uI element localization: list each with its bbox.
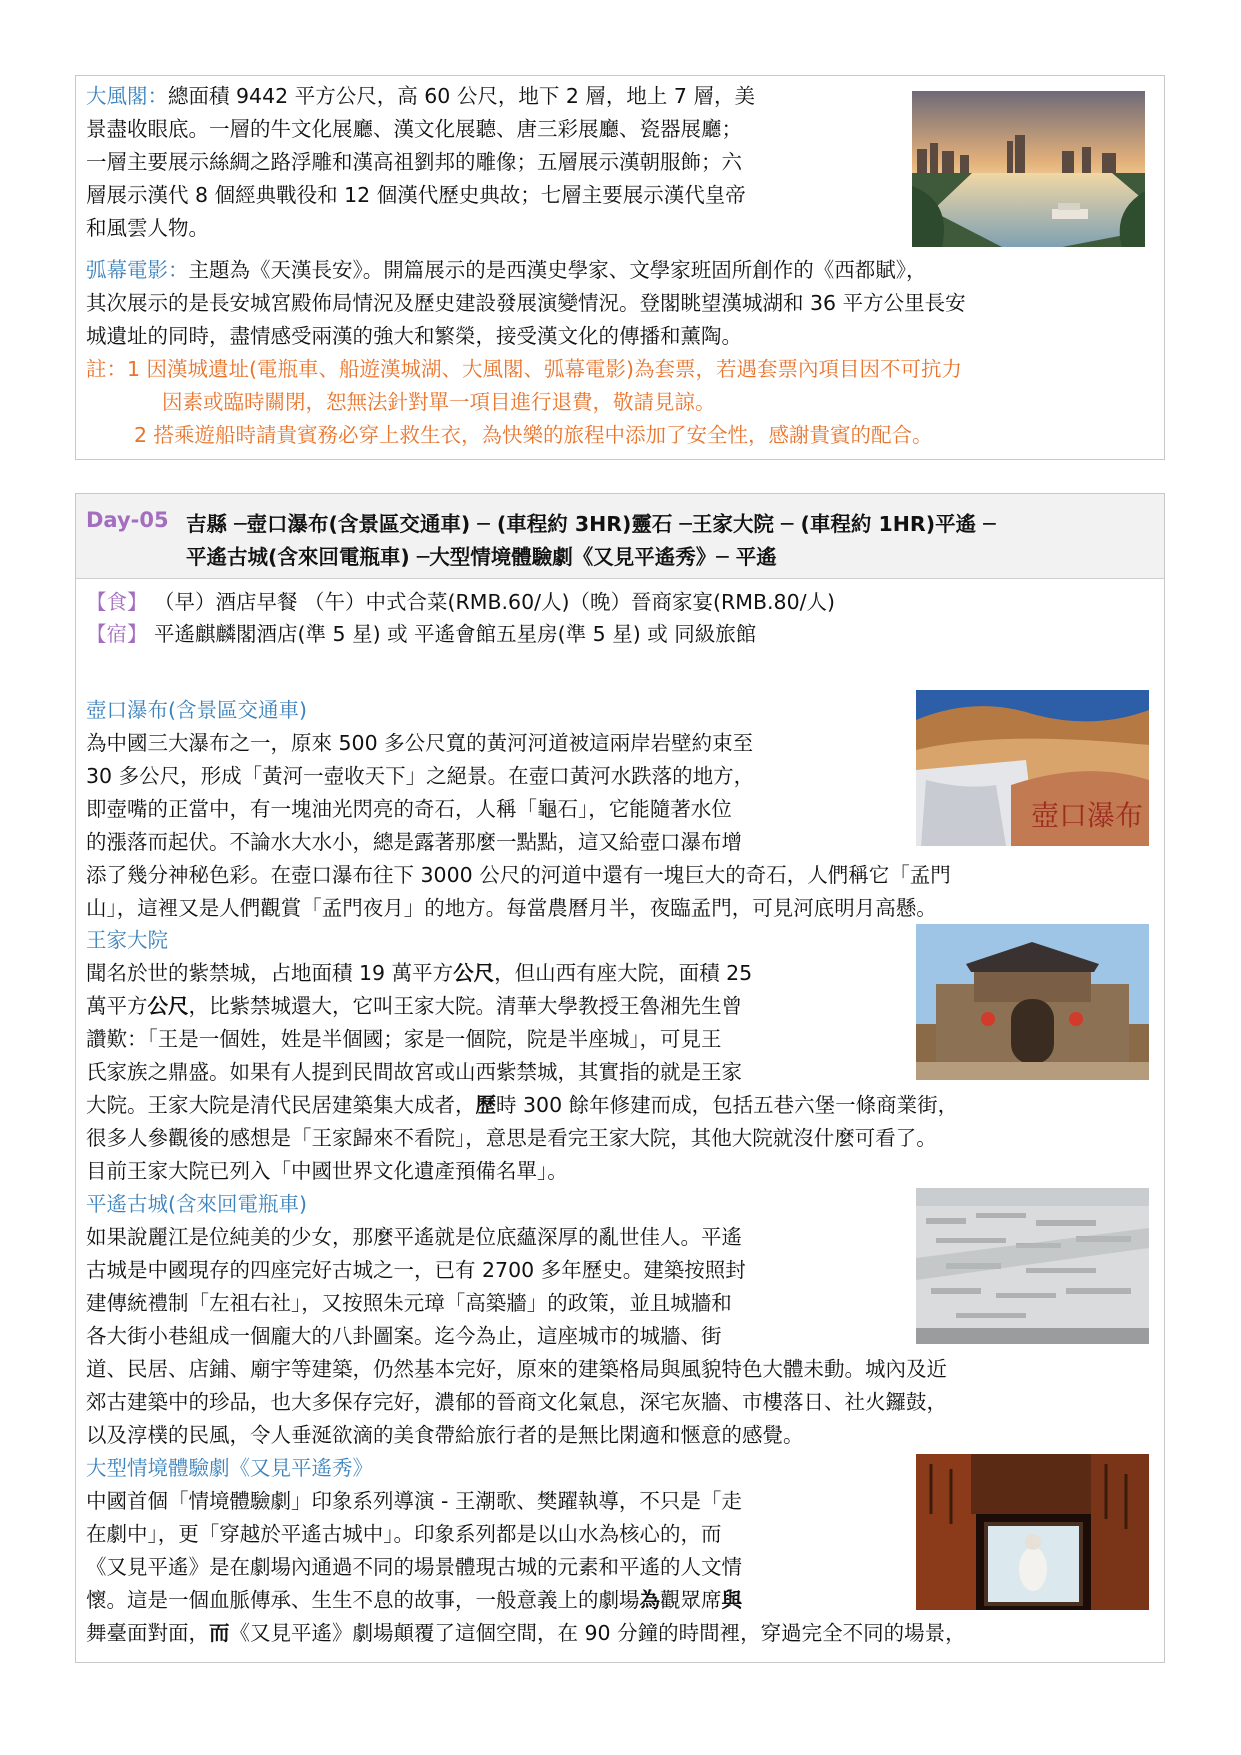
pingyao-line: 如果說麗江是位純美的少女，那麼平遙就是位底蘊深厚的亂世佳人。平遙 (86, 1225, 742, 1249)
day-title-line: 平遙古城(含來回電瓶車) ─大型情境體驗劇《又見平遙秀》─ 平遙 (186, 545, 777, 569)
day05-section (75, 493, 1165, 1663)
hukou-line: 山」，這裡又是人們觀賞「孟門夜月」的地方。每當農曆月半，夜臨孟門，可見河底明月高懸。 (86, 896, 937, 920)
wang-line: 氏家族之鼎盛。如果有人提到民間故宮或山西紫禁城，其實指的就是王家 (86, 1060, 742, 1084)
film-line: 城遺址的同時，盡情感受兩漢的強大和繁榮，接受漢文化的傳播和薰陶。 (86, 324, 742, 348)
hukou-title: 壺口瀑布(含景區交通車) (86, 698, 307, 722)
pingyao-line: 建傳統禮制「左祖右社」，又按照朱元璋「高築牆」的政策，並且城牆和 (86, 1291, 732, 1315)
wang-line: 讚歎：「王是一個姓，姓是半個國；家是一個院，院是半座城」，可見王 (86, 1027, 722, 1051)
hukou-line: 即壺嘴的正當中，有一塊油光閃亮的奇石，人稱「龜石」，它能隨著水位 (86, 797, 732, 821)
day-header (76, 494, 1164, 579)
hukou-line: 添了幾分神秘色彩。在壺口瀑布往下 3000 公尺的河道中還有一塊巨大的奇石，人們稱它「孟門 (86, 863, 951, 887)
note-line: 註：1 因漢城遺址(電瓶車、船遊漢城湖、大風閣、弧幕電影)為套票，若遇套票內項目因不可抗力 (86, 357, 963, 381)
wang-line: 大院。王家大院是清代民居建築集大成者，歷時 300 餘年修建而成，包括五巷六堡一條商業街， (86, 1093, 959, 1117)
hukou-photo (916, 690, 1149, 846)
pingyao-line: 各大街小巷組成一個龐大的八卦圖案。迄今為止，這座城市的城牆、街 (86, 1324, 722, 1348)
pingyao-photo (916, 1188, 1149, 1344)
show-line: 懷。這是一個血脈傳承、生生不息的故事，一般意義上的劇場為觀眾席與 (86, 1588, 742, 1612)
meal-label: 【食】 (86, 590, 148, 614)
hukou-rock-text: 壺口瀑布 (1031, 799, 1144, 832)
dafengge-line: 大風閣：總面積 9442 平方公尺，高 60 公尺，地下 2 層，地上 7 層，美 (86, 84, 755, 108)
hukou-line: 的漲落而起伏。不論水大水小，總是露著那麼一點點，這又給壺口瀑布增 (86, 830, 742, 854)
wang-line: 萬平方公尺，比紫禁城還大，它叫王家大院。清華大學教授王魯湘先生曾 (86, 994, 742, 1018)
show-title: 大型情境體驗劇《又見平遙秀》 (86, 1456, 373, 1480)
show-photo (916, 1454, 1149, 1610)
wang-photo (916, 924, 1149, 1080)
show-line: 《又見平遙》是在劇場內通過不同的場景體現古城的元素和平遙的人文情 (86, 1555, 742, 1579)
pingyao-line: 以及淳樸的民風，令人垂涎欲滴的美食帶給旅行者的是無比閑適和愜意的感覺。 (86, 1423, 804, 1447)
dafengge-section (75, 75, 1165, 460)
pingyao-line: 郊古建築中的珍品，也大多保存完好，濃郁的晉商文化氣息，深宅灰牆、市樓落日、社火鑼鼓， (86, 1390, 947, 1414)
wang-line: 目前王家大院已列入「中國世界文化遺產預備名單」。 (86, 1159, 568, 1183)
pingyao-line: 道、民居、店鋪、廟宇等建築，仍然基本完好，原來的建築格局與風貌特色大體未動。城內及近 (86, 1357, 947, 1381)
dafengge-photo (912, 91, 1145, 247)
meal-line: 【食】 （早）酒店早餐 （午）中式合菜(RMB.60/人)（晚）晉商家宴(RMB.80/人) (86, 590, 836, 614)
show-line: 在劇中」，更「穿越於平遙古城中」。印象系列都是以山水為核心的，而 (86, 1522, 722, 1546)
hotel-label: 【宿】 (86, 622, 148, 646)
wang-line: 聞名於世的紫禁城，占地面積 19 萬平方公尺，但山西有座大院，面積 25 (86, 961, 753, 985)
note-line: 2 搭乘遊船時請貴賓務必穿上救生衣，為快樂的旅程中添加了安全性，感謝貴賓的配合。 (134, 423, 933, 447)
dafengge-label: 大風閣： (86, 84, 168, 108)
hotel-line: 【宿】 平遙麒麟閣酒店(準 5 星) 或 平遙會館五星房(準 5 星) 或 同級旅館 (86, 622, 757, 646)
day-title-line: 吉縣 ─壺口瀑布(含景區交通車) ─ (車程約 3HR)靈石 ─王家大院 ─ (車程約 1HR)平遙 ─ (186, 512, 996, 536)
day-tag: Day-05 (86, 508, 169, 532)
pingyao-line: 古城是中國現存的四座完好古城之一，已有 2700 多年歷史。建築按照封 (86, 1258, 746, 1282)
hukou-line: 為中國三大瀑布之一，原來 500 多公尺寬的黃河河道被這兩岸岩壁約束至 (86, 731, 754, 755)
dafengge-line: 一層主要展示絲綢之路浮雕和漢高祖劉邦的雕像；五層展示漢朝服飾；六 (86, 150, 742, 174)
dafengge-line: 和風雲人物。 (86, 216, 209, 240)
show-line: 舞臺面對面，而《又見平遙》劇場顛覆了這個空間，在 90 分鐘的時間裡，穿過完全不同的場景， (86, 1621, 966, 1645)
dafengge-line: 景盡收眼底。一層的牛文化展廳、漢文化展聽、唐三彩展廳、瓷器展廳； (86, 117, 742, 141)
film-label: 弧幕電影： (86, 258, 189, 282)
wang-title: 王家大院 (86, 928, 168, 952)
note-line: 因素或臨時關閉，恕無法針對單一項目進行退費，敬請見諒。 (162, 390, 716, 414)
film-line: 弧幕電影：主題為《天漢長安》。開篇展示的是西漢史學家、文學家班固所創作的《西都賦》， (86, 258, 927, 282)
wang-line: 很多人參觀後的感想是「王家歸來不看院」，意思是看完王家大院，其他大院就沒什麼可看了。 (86, 1126, 937, 1150)
pingyao-title: 平遙古城(含來回電瓶車) (86, 1192, 307, 1216)
show-line: 中國首個「情境體驗劇」印象系列導演 - 王潮歌、樊躍執導，不只是「走 (86, 1489, 742, 1513)
dafengge-line: 層展示漢代 8 個經典戰役和 12 個漢代歷史典故；七層主要展示漢代皇帝 (86, 183, 746, 207)
hukou-line: 30 多公尺，形成「黃河一壺收天下」之絕景。在壺口黃河水跌落的地方， (86, 764, 755, 788)
film-line: 其次展示的是長安城宮殿佈局情況及歷史建設發展演變情況。登閣眺望漢城湖和 36 平方公里長安 (86, 291, 966, 315)
